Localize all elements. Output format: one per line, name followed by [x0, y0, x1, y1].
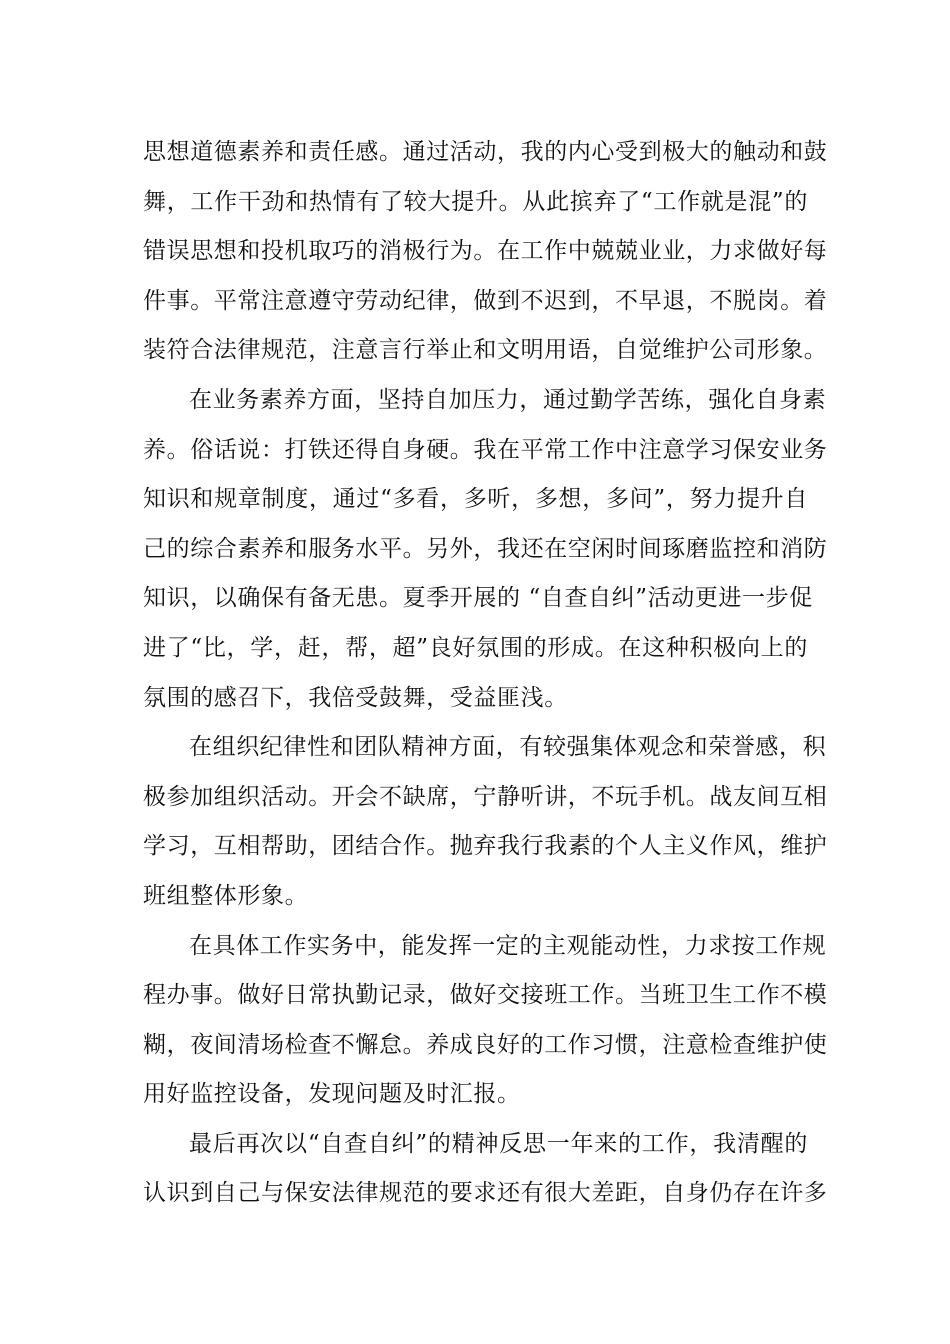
text-line: 极参加组织活动。开会不缺席，宁静听讲，不玩手机。战友间互相: [143, 783, 828, 810]
text-line: 用好监控设备，发现问题及时汇报。: [143, 1081, 521, 1108]
text-line: 思想道德素养和责任感。通过活动，我的内心受到极大的触动和鼓: [143, 139, 828, 165]
body-text: [143, 128, 828, 1219]
text-line: 最后再次以“自查自纠”的精神反思一年来的工作，我清醒的: [189, 1130, 808, 1157]
text-line: 认识到自己与保安法律规范的要求还有很大差距，自身仍存在许多: [143, 1180, 828, 1207]
text-line: 糊，夜间清场检查不懈怠。养成良好的工作习惯，注意检查维护使: [143, 1031, 828, 1058]
text-line: 己的综合素养和服务水平。另外，我还在空闲时间琢磨监控和消防: [143, 535, 828, 562]
text-line: 在组织纪律性和团队精神方面，有较强集体观念和荣誉感，积: [189, 734, 827, 761]
text-line: 知识，以确保有备无患。夏季开展的 “自查自纠”活动更进一步促: [143, 585, 813, 612]
text-line: 知识和规章制度，通过“多看，多听，多想，多问”，努力提升自: [143, 486, 808, 513]
text-line: 错误思想和投机取巧的消极行为。在工作中兢兢业业，力求做好每: [143, 238, 828, 265]
text-line: 程办事。做好日常执勤记录，做好交接班工作。当班卫生工作不模: [143, 982, 828, 1009]
text-line: 装符合法律规范，注意言行举止和文明用语，自觉维护公司形象。: [143, 337, 828, 364]
text-line: 氛围的感召下，我倍受鼓舞，受益匪浅。: [143, 684, 568, 711]
text-line: 养。俗话说：打铁还得自身硬。我在平常工作中注意学习保安业务: [143, 436, 828, 463]
text-line: 学习，互相帮助，团结合作。抛弃我行我素的个人主义作风，维护: [143, 833, 828, 860]
text-line: 舞，工作干劲和热情有了较大提升。从此摈弃了“工作就是混”的: [143, 188, 808, 215]
text-line: 班组整体形象。: [143, 882, 309, 909]
text-line: 进了“比，学，赶，帮，超”良好氛围的形成。在这种积极向上的: [143, 634, 808, 661]
text-line: 在具体工作实务中，能发挥一定的主观能动性，力求按工作规: [189, 932, 827, 959]
text-line: 件事。平常注意遵守劳动纪律，做到不迟到，不早退，不脱岗。着: [143, 287, 828, 314]
text-line: 在业务素养方面，坚持自加压力，通过勤学苦练，强化自身素: [189, 386, 827, 413]
